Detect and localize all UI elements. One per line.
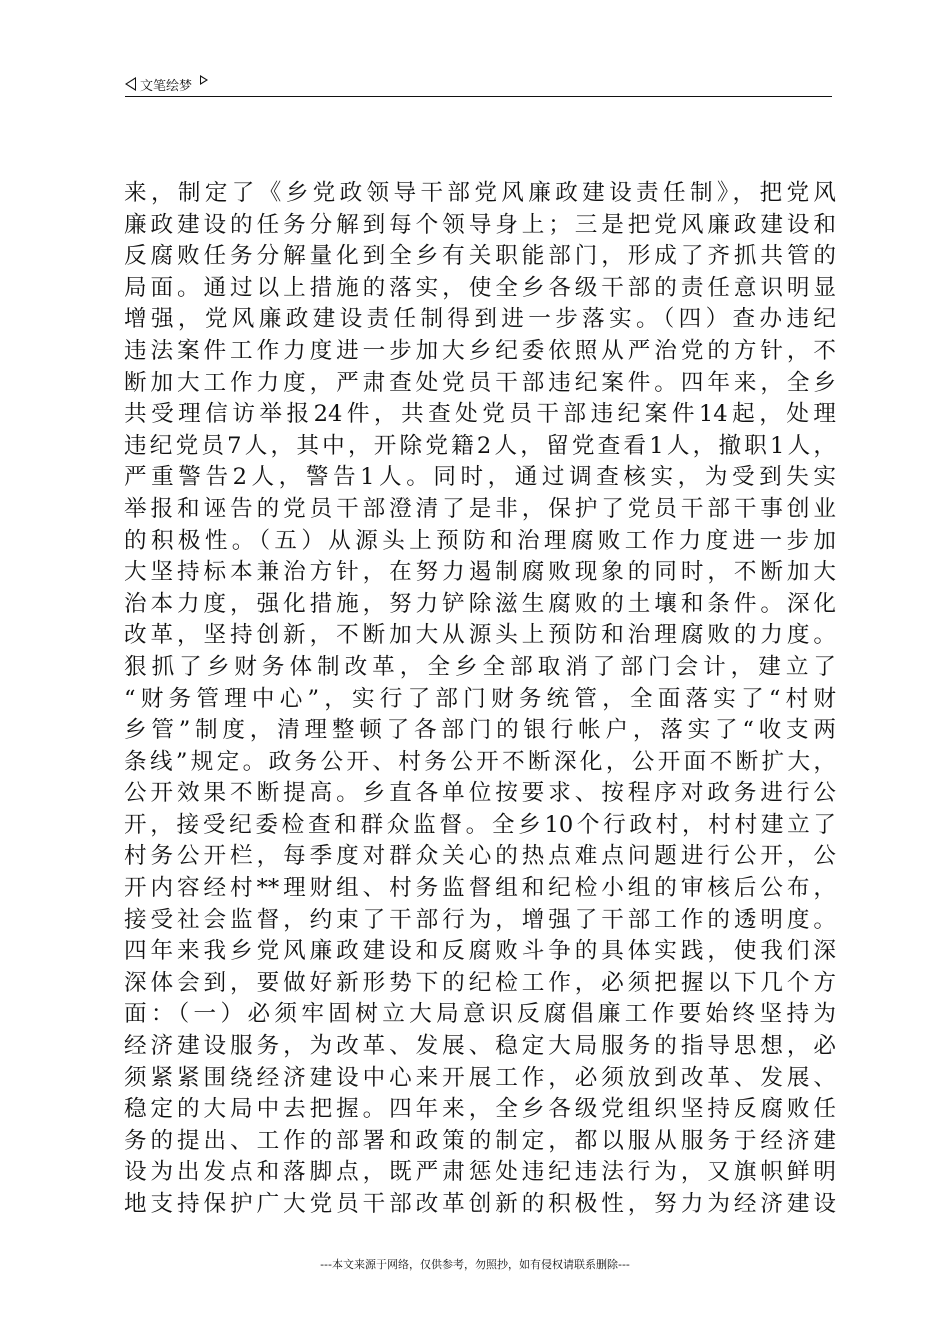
text-line: 来，制定了《乡党政领导干部党风廉政建设责任制》，把党风 (124, 180, 836, 206)
body-text (124, 178, 836, 1221)
text-line: 举报和诬告的党员干部澄清了是非，保护了党员干部干事创业 (124, 495, 836, 522)
text-line: 违纪党员7人，其中，开除党籍2人，留党查看1人，撤职1人， (124, 432, 836, 459)
text-line: 增强，党风廉政建设责任制得到进一步落实。（四）查办违纪 (124, 306, 836, 333)
text-line: 务的提出、工作的部署和政策的制定，都以服从服务于经济建 (124, 1127, 836, 1154)
text-line: “财务管理中心”，实行了部门财务统管，全面落实了“村财 (124, 685, 836, 712)
text-line: 经济建设服务，为改革、发展、稳定大局服务的指导思想，必 (124, 1033, 836, 1060)
text-line: 断加大工作力度，严肃查处党员干部违纪案件。四年来，全乡 (124, 369, 836, 396)
text-line: 治本力度，强化措施，努力铲除滋生腐败的土壤和条件。深化 (124, 590, 836, 617)
text-line: 须紧紧围绕经济建设中心来开展工作，必须放到改革、发展、 (124, 1064, 836, 1091)
text-line: 设为出发点和落脚点，既严肃惩处违纪违法行为，又旗帜鲜明 (124, 1159, 836, 1186)
text-line: 四年来我乡党风廉政建设和反腐败斗争的具体实践，使我们深 (124, 938, 836, 965)
text-line: 违法案件工作力度进一步加大乡纪委依照从严治党的方针，不 (124, 337, 836, 364)
text-line: 面：（一）必须牢固树立大局意识反腐倡廉工作要始终坚持为 (124, 1001, 836, 1028)
page-header (125, 74, 208, 94)
text-line: 公开效果不断提高。乡直各单位按要求、按程序对政务进行公 (124, 780, 836, 807)
text-line: 廉政建设的任务分解到每个领导身上；三是把党风廉政建设和 (124, 211, 836, 238)
text-line: 大坚持标本兼治方针，在努力遏制腐败现象的同时，不断加大 (124, 559, 836, 586)
text-line: 稳定的大局中去把握。四年来，全乡各级党组织坚持反腐败任 (124, 1096, 836, 1123)
footer-disclaimer: ---本文来源于网络，仅供参考，勿照抄，如有侵权请联系删除--- (320, 1258, 630, 1271)
text-line: 严重警告2人，警告1人。同时，通过调查核实，为受到失实 (124, 464, 836, 491)
text-line: 共受理信访举报24件，共查处党员干部违纪案件14起，处理 (124, 401, 836, 428)
text-line: 接受社会监督，约束了干部行为，增强了干部工作的透明度。 (124, 906, 836, 933)
text-line: 狠抓了乡财务体制改革，全乡全部取消了部门会计，建立了 (124, 653, 836, 680)
triangle-left-icon (125, 77, 136, 91)
text-line: 深体会到，要做好新形势下的纪检工作，必须把握以下几个方 (124, 969, 836, 996)
text-line: 村务公开栏，每季度对群众关心的热点难点问题进行公开，公 (124, 843, 836, 870)
text-line: 的积极性。（五）从源头上预防和治理腐败工作力度进一步加 (124, 527, 836, 554)
text-line: 条线”规定。政务公开、村务公开不断深化，公开面不断扩大， (124, 748, 836, 775)
header-title: 文笔绘梦 (140, 78, 193, 94)
text-line: 开内容经村**理财组、村务监督组和纪检小组的审核后公布， (124, 875, 836, 902)
triangle-right-icon (200, 75, 208, 85)
text-line: 局面。通过以上措施的落实，使全乡各级干部的责任意识明显 (124, 274, 836, 301)
text-line: 反腐败任务分解量化到全乡有关职能部门，形成了齐抓共管的 (124, 243, 836, 270)
text-line: 地支持保护广大党员干部改革创新的积极性，努力为经济建设 (124, 1191, 836, 1217)
header-divider (125, 96, 832, 97)
text-line: 乡管”制度，清理整顿了各部门的银行帐户，落实了“收支两 (124, 717, 836, 744)
text-line: 开，接受纪委检查和群众监督。全乡10个行政村，村村建立了 (124, 811, 836, 838)
text-line: 改革，坚持创新，不断加大从源头上预防和治理腐败的力度。 (124, 622, 836, 649)
